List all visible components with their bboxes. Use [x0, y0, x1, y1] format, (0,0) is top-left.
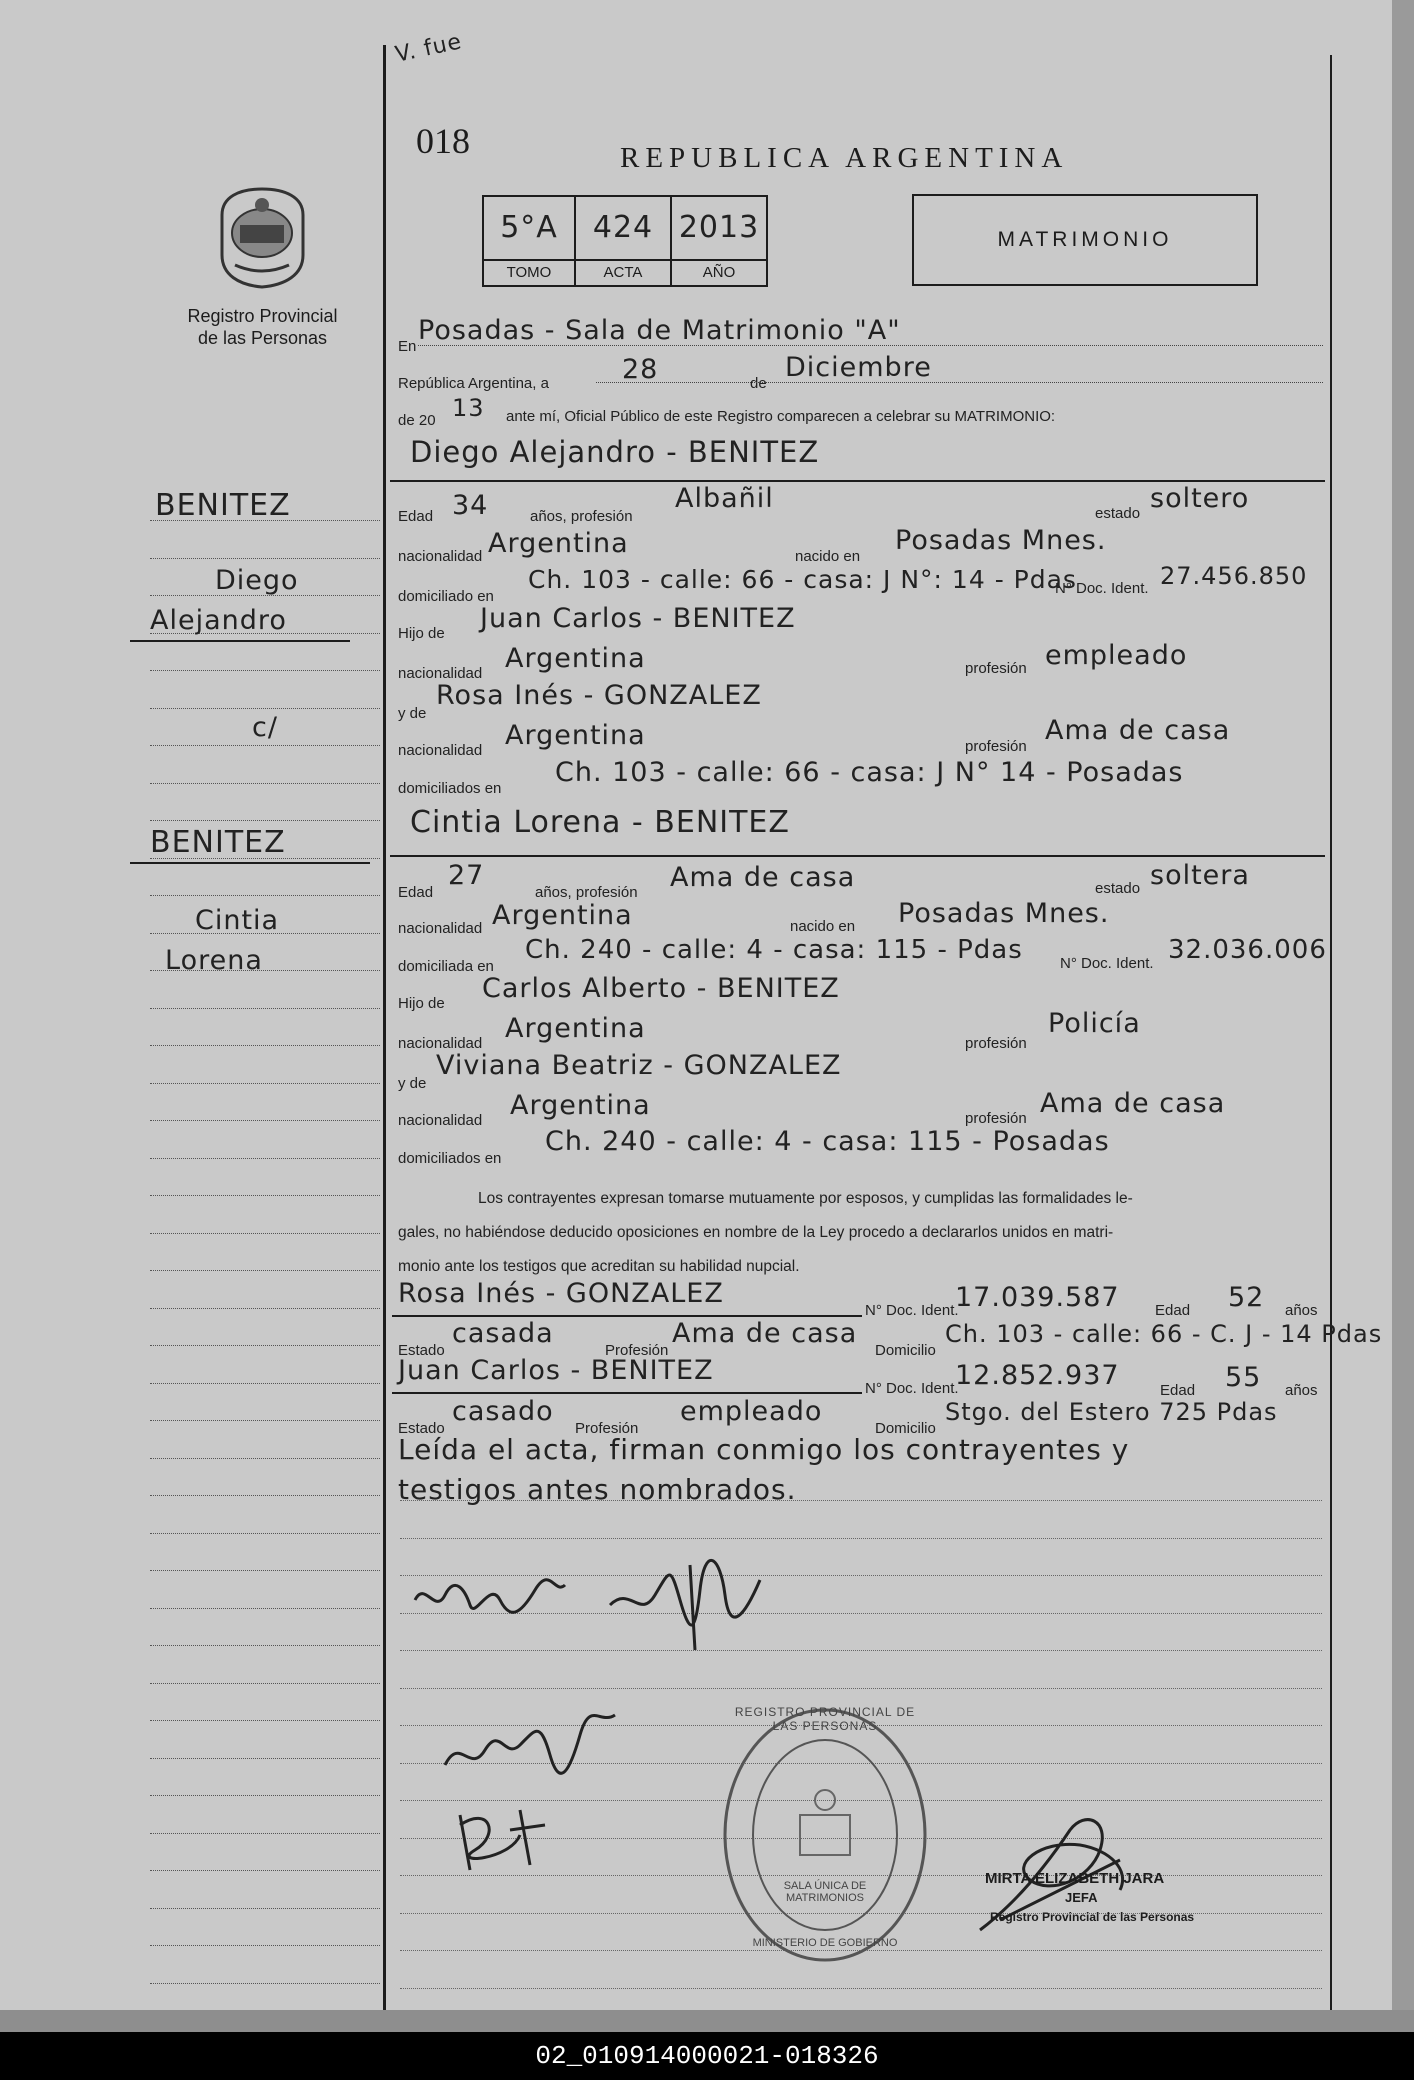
ceremony-month: Diciembre — [785, 352, 932, 383]
margin-bride-surname: BENITEZ — [150, 825, 286, 860]
bride-mother-profession: Ama de casa — [1040, 1088, 1226, 1119]
date-line — [596, 382, 1323, 383]
margin-ruled-line — [150, 1120, 380, 1121]
witness2-estado-label: Estado — [398, 1420, 445, 1437]
groom-civil-status: soltero — [1150, 483, 1250, 514]
margin-bride-given2: Lorena — [165, 945, 263, 976]
margin-ruled-line — [150, 1570, 380, 1571]
groom-name: Diego Alejandro - BENITEZ — [410, 435, 820, 469]
groom-father-nat-label: nacionalidad — [398, 665, 483, 682]
margin-ruled-line — [150, 895, 380, 896]
margin-ruled-line — [150, 1308, 380, 1309]
margin-ruled-line — [150, 1495, 380, 1496]
witness2-underline — [392, 1392, 862, 1394]
bride-father: Carlos Alberto - BENITEZ — [482, 973, 840, 1004]
witness2-address: Stgo. del Estero 725 Pdas — [945, 1398, 1278, 1426]
groom-hijo-label: Hijo de — [398, 625, 445, 642]
bride-parents-address: Ch. 240 - calle: 4 - casa: 115 - Posadas — [545, 1126, 1110, 1157]
witness2-doc: 12.852.937 — [955, 1360, 1120, 1391]
margin-ruled-line — [150, 1833, 380, 1834]
de-label: de — [750, 375, 767, 392]
bride-mother-label: y de — [398, 1075, 427, 1092]
witness1-underline — [392, 1315, 862, 1317]
bride-mother-prof-label: profesión — [965, 1110, 1027, 1127]
groom-nac-label: nacionalidad — [398, 548, 483, 565]
signature-bride — [600, 1545, 770, 1660]
stamp-bottom-text: MINISTERIO DE GOBIERNO — [752, 1937, 898, 1949]
margin-ruled-line — [150, 1608, 380, 1609]
bride-doc: 32.036.006 — [1168, 935, 1327, 965]
folio-number: 018 — [416, 121, 470, 161]
republica-label: República Argentina, a — [398, 375, 549, 392]
acta-label: ACTA — [576, 261, 672, 285]
official-title: JEFA — [1065, 1890, 1098, 1905]
org-name — [170, 305, 355, 349]
witness2-name: Juan Carlos - BENITEZ — [398, 1355, 714, 1386]
witness2-status: casado — [452, 1396, 554, 1427]
margin-ruled-line — [150, 1720, 380, 1721]
groom-dom-label: domiciliado en — [398, 588, 494, 605]
tomo-value: 5°A — [500, 210, 558, 245]
bride-name: Cintia Lorena - BENITEZ — [410, 805, 790, 840]
groom-parents-address: Ch. 103 - calle: 66 - casa: J N° 14 - Posadas — [555, 757, 1184, 788]
groom-nacido-label: nacido en — [795, 548, 861, 565]
margin-ruled-line — [150, 1758, 380, 1759]
witness1-dom-label: Domicilio — [875, 1342, 936, 1359]
margin-underline-bride — [130, 862, 370, 864]
bride-parents-dom-label: domiciliados en — [398, 1150, 502, 1167]
org-line-1: Registro Provincial — [187, 306, 338, 326]
groom-mother: Rosa Inés - GONZALEZ — [436, 680, 762, 711]
margin-ruled-line — [150, 1233, 380, 1234]
document-type-label: MATRIMONIO — [997, 228, 1173, 251]
margin-ruled-line — [150, 1683, 380, 1684]
witness1-edad-label: Edad — [1155, 1302, 1191, 1319]
bride-nacido-label: nacido en — [790, 918, 856, 935]
bride-dom-label: domiciliada en — [398, 958, 494, 975]
year-label: de 20 — [398, 412, 436, 429]
witness1-name: Rosa Inés - GONZALEZ — [398, 1278, 724, 1309]
bride-nationality: Argentina — [492, 900, 633, 931]
margin-groom-given1: Diego — [215, 565, 299, 596]
tomo-cell — [484, 197, 576, 259]
margin-ruled-line — [150, 1008, 380, 1009]
margin-ruled-line — [150, 820, 380, 821]
groom-age: 34 — [452, 490, 489, 521]
main-ruled-line — [400, 1688, 1322, 1689]
margin-ruled-line — [150, 1458, 380, 1459]
margin-ruled-line — [150, 1158, 380, 1159]
declaration-line-2: gales, no habiéndose deducido oposiciones en nombre de la Ley procedo a declararlos unidos en matri- — [398, 1224, 1114, 1241]
bride-edad-label: Edad — [398, 884, 434, 901]
margin-ruled-line — [150, 670, 380, 671]
officer-text: ante mí, Oficial Público de este Registro comparecen a celebrar su MATRIMONIO: — [506, 408, 1056, 425]
ano-cell — [672, 197, 766, 259]
groom-father-nationality: Argentina — [505, 643, 646, 674]
margin-groom-given2: Alejandro — [150, 605, 287, 636]
tomo-label: TOMO — [484, 261, 576, 285]
document-id-footer: 02_010914000021-018326 — [0, 2032, 1414, 2080]
margin-bride-given1: Cintia — [195, 905, 280, 936]
margin-ruled-line — [150, 1945, 380, 1946]
country-title: REPUBLICA ARGENTINA — [620, 142, 1069, 174]
margin-ruled-line — [150, 1533, 380, 1534]
ano-label: AÑO — [702, 264, 736, 281]
margin-ruled-line — [150, 1795, 380, 1796]
acta-cell — [576, 197, 672, 259]
en-label: En — [398, 338, 417, 355]
bride-hijo-label: Hijo de — [398, 995, 445, 1012]
page-edge-shadow — [1392, 0, 1414, 2025]
margin-conjunction: c/ — [252, 712, 278, 743]
stamp-inner-text: SALA ÚNICA DE MATRIMONIOS — [783, 1880, 867, 1904]
witness2-prof-label: Profesión — [575, 1420, 639, 1437]
margin-groom-surname: BENITEZ — [155, 488, 291, 523]
groom-mother-prof-label: profesión — [965, 738, 1027, 755]
bride-age: 27 — [448, 860, 485, 891]
groom-profession: Albañil — [675, 483, 774, 514]
document-type-box — [912, 194, 1258, 286]
witness2-anos-label: años — [1285, 1382, 1318, 1399]
groom-mother-nationality: Argentina — [505, 720, 646, 751]
main-ruled-line — [400, 1650, 1322, 1651]
bride-doc-label: N° Doc. Ident. — [1060, 955, 1154, 972]
bride-civil-status: soltera — [1150, 860, 1250, 891]
groom-edad-label: Edad — [398, 508, 434, 525]
groom-doc-label: N° Doc. Ident. — [1055, 580, 1149, 597]
margin-ruled-line — [150, 1270, 380, 1271]
groom-birthplace: Posadas Mnes. — [895, 525, 1107, 556]
groom-father-profession: empleado — [1045, 640, 1188, 671]
declaration-line-3: monio ante los testigos que acreditan su habilidad nupcial. — [398, 1258, 800, 1275]
right-border-line — [1330, 55, 1332, 2010]
groom-anos-label: años, profesión — [530, 508, 633, 525]
witness1-profession: Ama de casa — [672, 1318, 858, 1349]
witness1-prof-label: Profesión — [605, 1342, 669, 1359]
witness1-doc-label: N° Doc. Ident. — [865, 1302, 959, 1319]
witness1-status: casada — [452, 1318, 554, 1349]
witness2-edad-label: Edad — [1160, 1382, 1196, 1399]
bride-estado-label: estado — [1095, 880, 1141, 897]
margin-ruled-line — [150, 1045, 380, 1046]
bride-profession: Ama de casa — [670, 862, 856, 893]
place-line — [418, 345, 1323, 346]
margin-ruled-line — [150, 1195, 380, 1196]
bride-section-line — [390, 855, 1325, 857]
witness1-anos-label: años — [1285, 1302, 1318, 1319]
witness1-address: Ch. 103 - calle: 66 - C. J - 14 Pdas — [945, 1320, 1383, 1348]
witness2-age: 55 — [1225, 1362, 1262, 1393]
margin-ruled-line — [150, 1083, 380, 1084]
margin-ruled-line — [150, 1345, 380, 1346]
witness1-age: 52 — [1228, 1282, 1265, 1313]
signature-groom — [410, 1560, 570, 1635]
groom-father-prof-label: profesión — [965, 660, 1027, 677]
margin-underline-groom — [130, 640, 350, 642]
bride-father-prof-label: profesión — [965, 1035, 1027, 1052]
ceremony-year: 13 — [452, 394, 485, 422]
witness1-doc: 17.039.587 — [955, 1282, 1120, 1313]
groom-mother-profession: Ama de casa — [1045, 715, 1231, 746]
province-shield-icon — [215, 185, 310, 290]
acta-value: 424 — [592, 210, 654, 245]
official-seal-stamp — [720, 1705, 930, 1965]
margin-ruled-line — [150, 1645, 380, 1646]
official-name: MIRTA ELIZABETH JARA — [985, 1870, 1165, 1887]
groom-address: Ch. 103 - calle: 66 - casa: J N°: 14 - Pdas — [528, 565, 1077, 594]
groom-parents-dom-label: domiciliados en — [398, 780, 502, 797]
closing-line-2: testigos antes nombrados. — [398, 1473, 797, 1506]
ano-value: 2013 — [678, 210, 760, 245]
groom-nationality: Argentina — [488, 528, 629, 559]
bride-father-profession: Policía — [1048, 1008, 1141, 1039]
bride-mother-nat-label: nacionalidad — [398, 1112, 483, 1129]
ceremony-place: Posadas - Sala de Matrimonio "A" — [418, 315, 901, 346]
witness2-profession: empleado — [680, 1396, 823, 1427]
bride-father-nat-label: nacionalidad — [398, 1035, 483, 1052]
main-ruled-line — [400, 1538, 1322, 1539]
margin-ruled-line — [150, 745, 380, 746]
declaration-line-1: Los contrayentes expresan tomarse mutuamente por esposos, y cumplidas las formalidades le- — [478, 1190, 1133, 1207]
margin-ruled-line — [150, 1983, 380, 1984]
signature-witness1 — [440, 1705, 620, 1790]
groom-estado-label: estado — [1095, 505, 1141, 522]
margin-ruled-line — [150, 1383, 380, 1384]
main-ruled-line — [400, 1988, 1322, 1989]
signature-witness2 — [450, 1795, 550, 1880]
margin-ruled-line — [150, 1908, 380, 1909]
bride-address: Ch. 240 - calle: 4 - casa: 115 - Pdas — [525, 935, 1023, 965]
org-line-2: de las Personas — [197, 328, 328, 348]
groom-mother-nat-label: nacionalidad — [398, 742, 483, 759]
corner-initials: V. fue — [393, 29, 465, 68]
margin-ruled-line — [150, 558, 380, 559]
stamp-outer-text: REGISTRO PROVINCIAL DE LAS PERSONAS — [734, 1705, 916, 1733]
bride-father-nationality: Argentina — [505, 1013, 646, 1044]
groom-father: Juan Carlos - BENITEZ — [480, 603, 796, 634]
volume-record-box — [482, 195, 768, 287]
groom-doc: 27.456.850 — [1160, 562, 1308, 590]
witness2-dom-label: Domicilio — [875, 1420, 936, 1437]
bride-mother: Viviana Beatriz - GONZALEZ — [436, 1050, 842, 1081]
margin-ruled-line — [150, 1870, 380, 1871]
bride-mother-nationality: Argentina — [510, 1090, 651, 1121]
bride-anos-label: años, profesión — [535, 884, 638, 901]
margin-ruled-line — [150, 1420, 380, 1421]
official-org: Registro Provincial de las Personas — [990, 1910, 1195, 1924]
bride-nac-label: nacionalidad — [398, 920, 483, 937]
bride-birthplace: Posadas Mnes. — [898, 898, 1110, 929]
witness1-estado-label: Estado — [398, 1342, 445, 1359]
closing-line-1: Leída el acta, firman conmigo los contrayentes y — [398, 1433, 1130, 1466]
ceremony-day: 28 — [622, 354, 659, 385]
margin-ruled-line — [150, 783, 380, 784]
groom-mother-label: y de — [398, 705, 427, 722]
page-bottom-shadow — [0, 2010, 1414, 2032]
groom-section-line — [390, 480, 1325, 482]
margin-divider-line — [383, 45, 386, 2010]
witness2-doc-label: N° Doc. Ident. — [865, 1380, 959, 1397]
margin-ruled-line — [150, 708, 380, 709]
